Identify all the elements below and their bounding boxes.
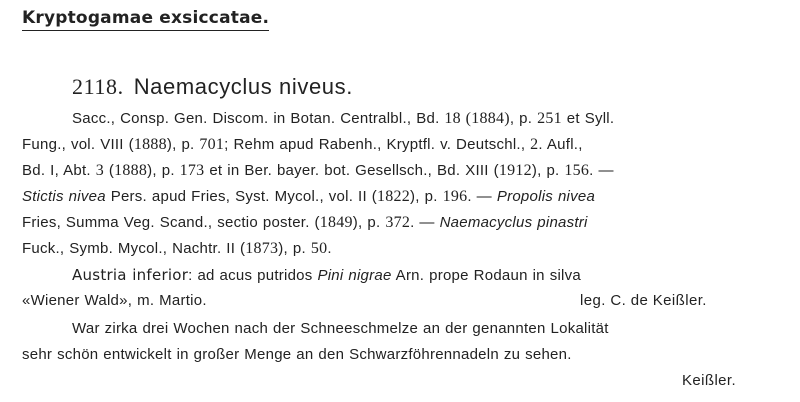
collector-text: leg. C. de Keißler. — [580, 292, 707, 309]
ref-page: 173 — [179, 162, 205, 179]
ref-page: 372 — [385, 214, 411, 231]
note-line-2 — [22, 346, 572, 363]
page-header — [22, 8, 269, 31]
entry-title — [72, 74, 353, 100]
ref-year: 1888 — [114, 162, 148, 179]
reference-line-4 — [22, 188, 595, 206]
ref-text: ( — [103, 162, 115, 179]
entry-name: Naemacyclus niveus. — [133, 74, 353, 99]
ref-year: 1912 — [498, 162, 532, 179]
ref-text: ), p. — [531, 162, 565, 179]
ref-text: ), p. — [352, 214, 386, 231]
reference-line-5 — [22, 214, 588, 232]
note-line-1 — [72, 320, 609, 337]
ref-taxon: Propolis nivea — [496, 188, 596, 205]
ref-text: . Aufl., — [538, 136, 583, 153]
ref-text: ), p. — [410, 188, 443, 205]
ref-text: . — [327, 240, 332, 257]
locality-text: «Wiener Wald», m. Martio. — [22, 292, 207, 309]
signature — [682, 372, 736, 389]
ref-year: 1822 — [377, 188, 411, 205]
ref-text: ), p. — [166, 136, 200, 153]
header-title: Kryptogamae exsiccatae. — [22, 8, 270, 28]
ref-text: et in Ber. bayer. bot. Gesellsch., Bd. XIII ( — [204, 162, 499, 179]
ref-taxon: Naemacyclus pinastri — [439, 214, 588, 231]
ref-text: Bd. I, Abt. — [22, 162, 96, 179]
ref-text: ; Rehm apud Rabenh., Kryptfl. v. Deutschl., — [224, 136, 531, 153]
note-text: War zirka drei Wochen nach der Schneeschmelze an der genannten Lokalität — [72, 320, 609, 337]
ref-text: Sacc., Consp. Gen. Discom. in Botan. Centralbl., Bd. — [72, 110, 445, 127]
ref-text: ), p. — [147, 162, 180, 179]
reference-line-2 — [22, 136, 583, 154]
reference-line-6 — [22, 240, 332, 258]
locality-host: Pini nigrae — [317, 267, 392, 284]
ref-year: 1849 — [319, 214, 353, 231]
ref-page: 50 — [310, 240, 328, 257]
ref-text: Fries, Summa Veg. Scand., sectio poster. ( — [22, 214, 320, 231]
ref-number: 3 — [95, 162, 104, 179]
ref-taxon: Stictis nivea — [22, 188, 106, 205]
reference-line-3 — [22, 162, 614, 180]
signature-text: Keißler. — [682, 372, 737, 389]
ref-edition: 2 — [530, 136, 539, 153]
entry-number: 2118. — [72, 74, 124, 99]
ref-text: Pers. apud Fries, Syst. Mycol., vol. II ( — [105, 188, 378, 205]
ref-page: 701 — [199, 136, 225, 153]
locality-line-1 — [72, 266, 581, 284]
ref-text: . — — [410, 214, 440, 231]
collector — [580, 292, 707, 309]
ref-year: 18 (1884) — [444, 110, 510, 127]
ref-text: ), p. — [278, 240, 311, 257]
ref-page: 251 — [537, 110, 562, 127]
ref-page: 156 — [564, 162, 590, 179]
ref-text: Fuck., Symb. Mycol., Nachtr. II ( — [22, 240, 246, 257]
ref-year: 1873 — [245, 240, 279, 257]
locality-text: : ad acus putridos — [188, 267, 318, 284]
locality-region: Austria inferior — [72, 266, 189, 284]
locality-text: Arn. prope Rodaun in silva — [391, 267, 581, 284]
ref-page: 196 — [442, 188, 468, 205]
ref-text: Fung., vol. VIII ( — [22, 136, 134, 153]
ref-text: , p. — [509, 110, 538, 127]
ref-text: . — — [467, 188, 497, 205]
ref-text: et Syll. — [561, 110, 615, 127]
ref-text: . — — [589, 162, 614, 179]
locality-line-2 — [22, 292, 207, 309]
note-text: sehr schön entwickelt in großer Menge an den Schwarzföhrennadeln zu sehen. — [22, 346, 572, 363]
reference-line-1 — [72, 110, 614, 128]
ref-year: 1888 — [133, 136, 167, 153]
